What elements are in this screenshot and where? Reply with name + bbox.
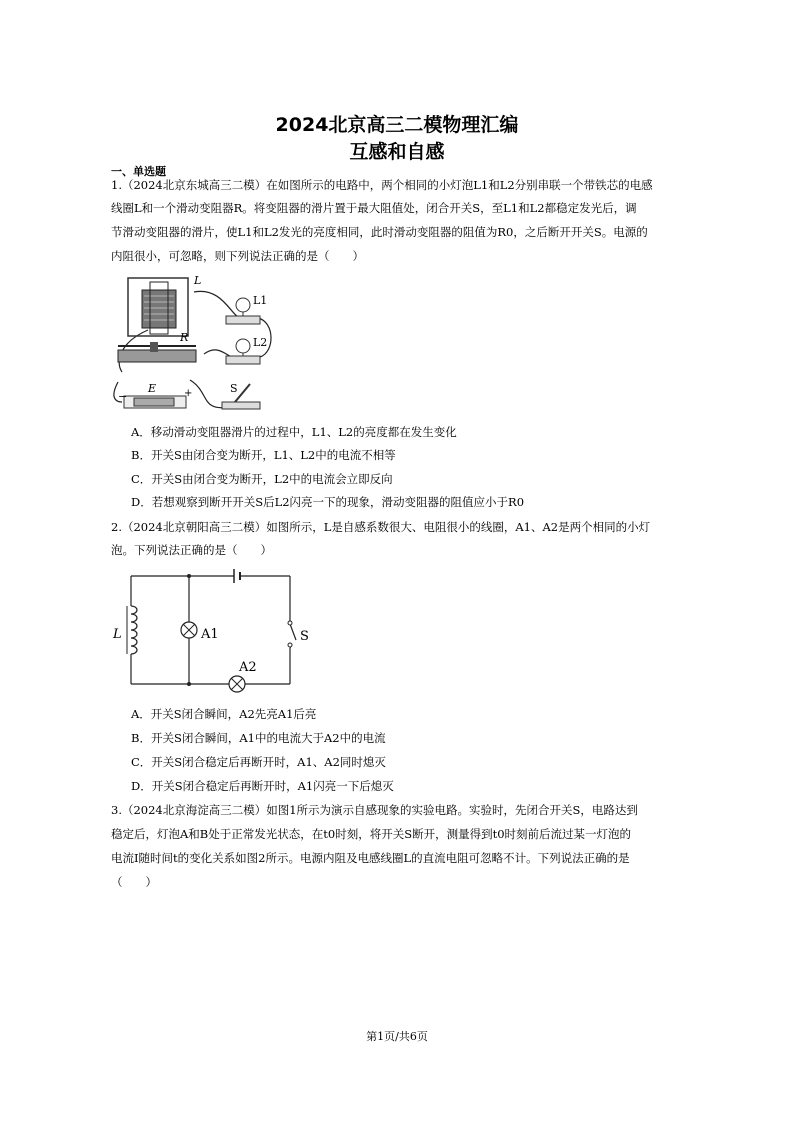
switch-blade	[290, 624, 296, 640]
rheostat-slider	[150, 342, 158, 352]
q1-label-L: L	[194, 274, 202, 287]
q1-label-L2: L2	[253, 336, 268, 349]
q1-label-E: E	[148, 382, 157, 395]
q1-option-a: A．移动滑动变阻器滑片的过程中，L1、L2的亮度都在发生变化	[131, 425, 457, 439]
q1-label-minus: −	[118, 390, 128, 403]
q3-line-2: 稳定后，灯泡A和B处于正常发光状态，在t0时刻，将开关S断开，测量得到t0时刻前后流过某一灯泡的	[111, 827, 632, 841]
q1-option-c: C．开关S由闭合变为断开，L2中的电流会立即反向	[131, 472, 393, 486]
lamp-a2-icon	[229, 676, 245, 692]
q1-line-1: 1.（2024北京东城高三二模）在如图所示的电路中，两个相同的小灯泡L1和L2分别串联一个带铁芯的电感	[111, 178, 653, 192]
document-title: 2024北京高三二模物理汇编	[275, 114, 519, 136]
q2-option-b: B．开关S闭合瞬间，A1中的电流大于A2中的电流	[131, 731, 386, 745]
q2-label-A2: A2	[239, 660, 257, 675]
document-subtitle: 互感和自感	[349, 141, 445, 163]
lamp-l1-bulb	[236, 298, 250, 312]
q2-option-d: D．开关S闭合稳定后再断开时，A1闪亮一下后熄灭	[131, 779, 394, 793]
lamp-l2-base	[226, 356, 260, 364]
q2-label-S: S	[300, 629, 309, 644]
q1-label-plus: +	[184, 388, 193, 399]
q3-line-3: 电流I随时间t的变化关系如图2所示。电源内阻及电感线圈L的直流电阻可忽略不计。下列说法正确的是	[111, 851, 630, 865]
q3-line-1: 3.（2024北京海淀高三二模）如图1所示为演示自感现象的实验电路。实验时，先闭合开关S，电路达到	[111, 803, 638, 817]
q2-line-1: 2.（2024北京朝阳高三二模）如图所示，L是自感系数很大、电阻很小的线圈，A1、A2是两个相同的小灯	[111, 520, 651, 534]
q2-label-L: L	[113, 627, 122, 642]
q1-option-d: D．若想观察到断开开关S后L2闪亮一下的现象，滑动变阻器的阻值应小于R0	[131, 495, 525, 509]
q1-line-3: 节滑动变阻器的滑片，使L1和L2发光的亮度相同，此时滑动变阻器的阻值为R0，之后断开开关S。电源的	[111, 225, 648, 239]
page-footer: 第1页/共6页	[366, 1030, 428, 1043]
lamp-l1-base	[226, 316, 260, 324]
q2-label-A1: A1	[201, 627, 219, 642]
q3-line-4: （ ）	[111, 875, 157, 889]
section-heading: 一、单选题	[111, 165, 166, 178]
q1-option-b: B．开关S由闭合变为断开，L1、L2中的电流不相等	[131, 448, 396, 462]
q2-option-c: C．开关S闭合稳定后再断开时，A1、A2同时熄灭	[131, 755, 386, 769]
q1-circuit-figure	[110, 272, 280, 418]
q2-line-2: 泡。下列说法正确的是（ ）	[111, 543, 272, 557]
q1-label-S: S	[230, 382, 238, 395]
inductor-coil	[131, 606, 137, 654]
lamp-a1-icon	[181, 622, 197, 638]
q1-label-L1: L1	[253, 294, 268, 307]
q1-line-4: 内阻很小，可忽略，则下列说法正确的是（ ）	[111, 249, 364, 263]
q1-wire	[194, 291, 238, 317]
q1-line-2: 线圈L和一个滑动变阻器R。将变阻器的滑片置于最大阻值处，闭合开关S，至L1和L2都稳定发光后，调	[111, 201, 637, 215]
q2-option-a: A．开关S闭合瞬间，A2先亮A1后亮	[131, 707, 317, 721]
q1-label-R: R	[180, 331, 189, 344]
lamp-l2-bulb	[236, 339, 250, 353]
q2-circuit-figure	[110, 568, 320, 693]
switch-base	[222, 402, 260, 409]
battery-cell	[134, 398, 174, 406]
